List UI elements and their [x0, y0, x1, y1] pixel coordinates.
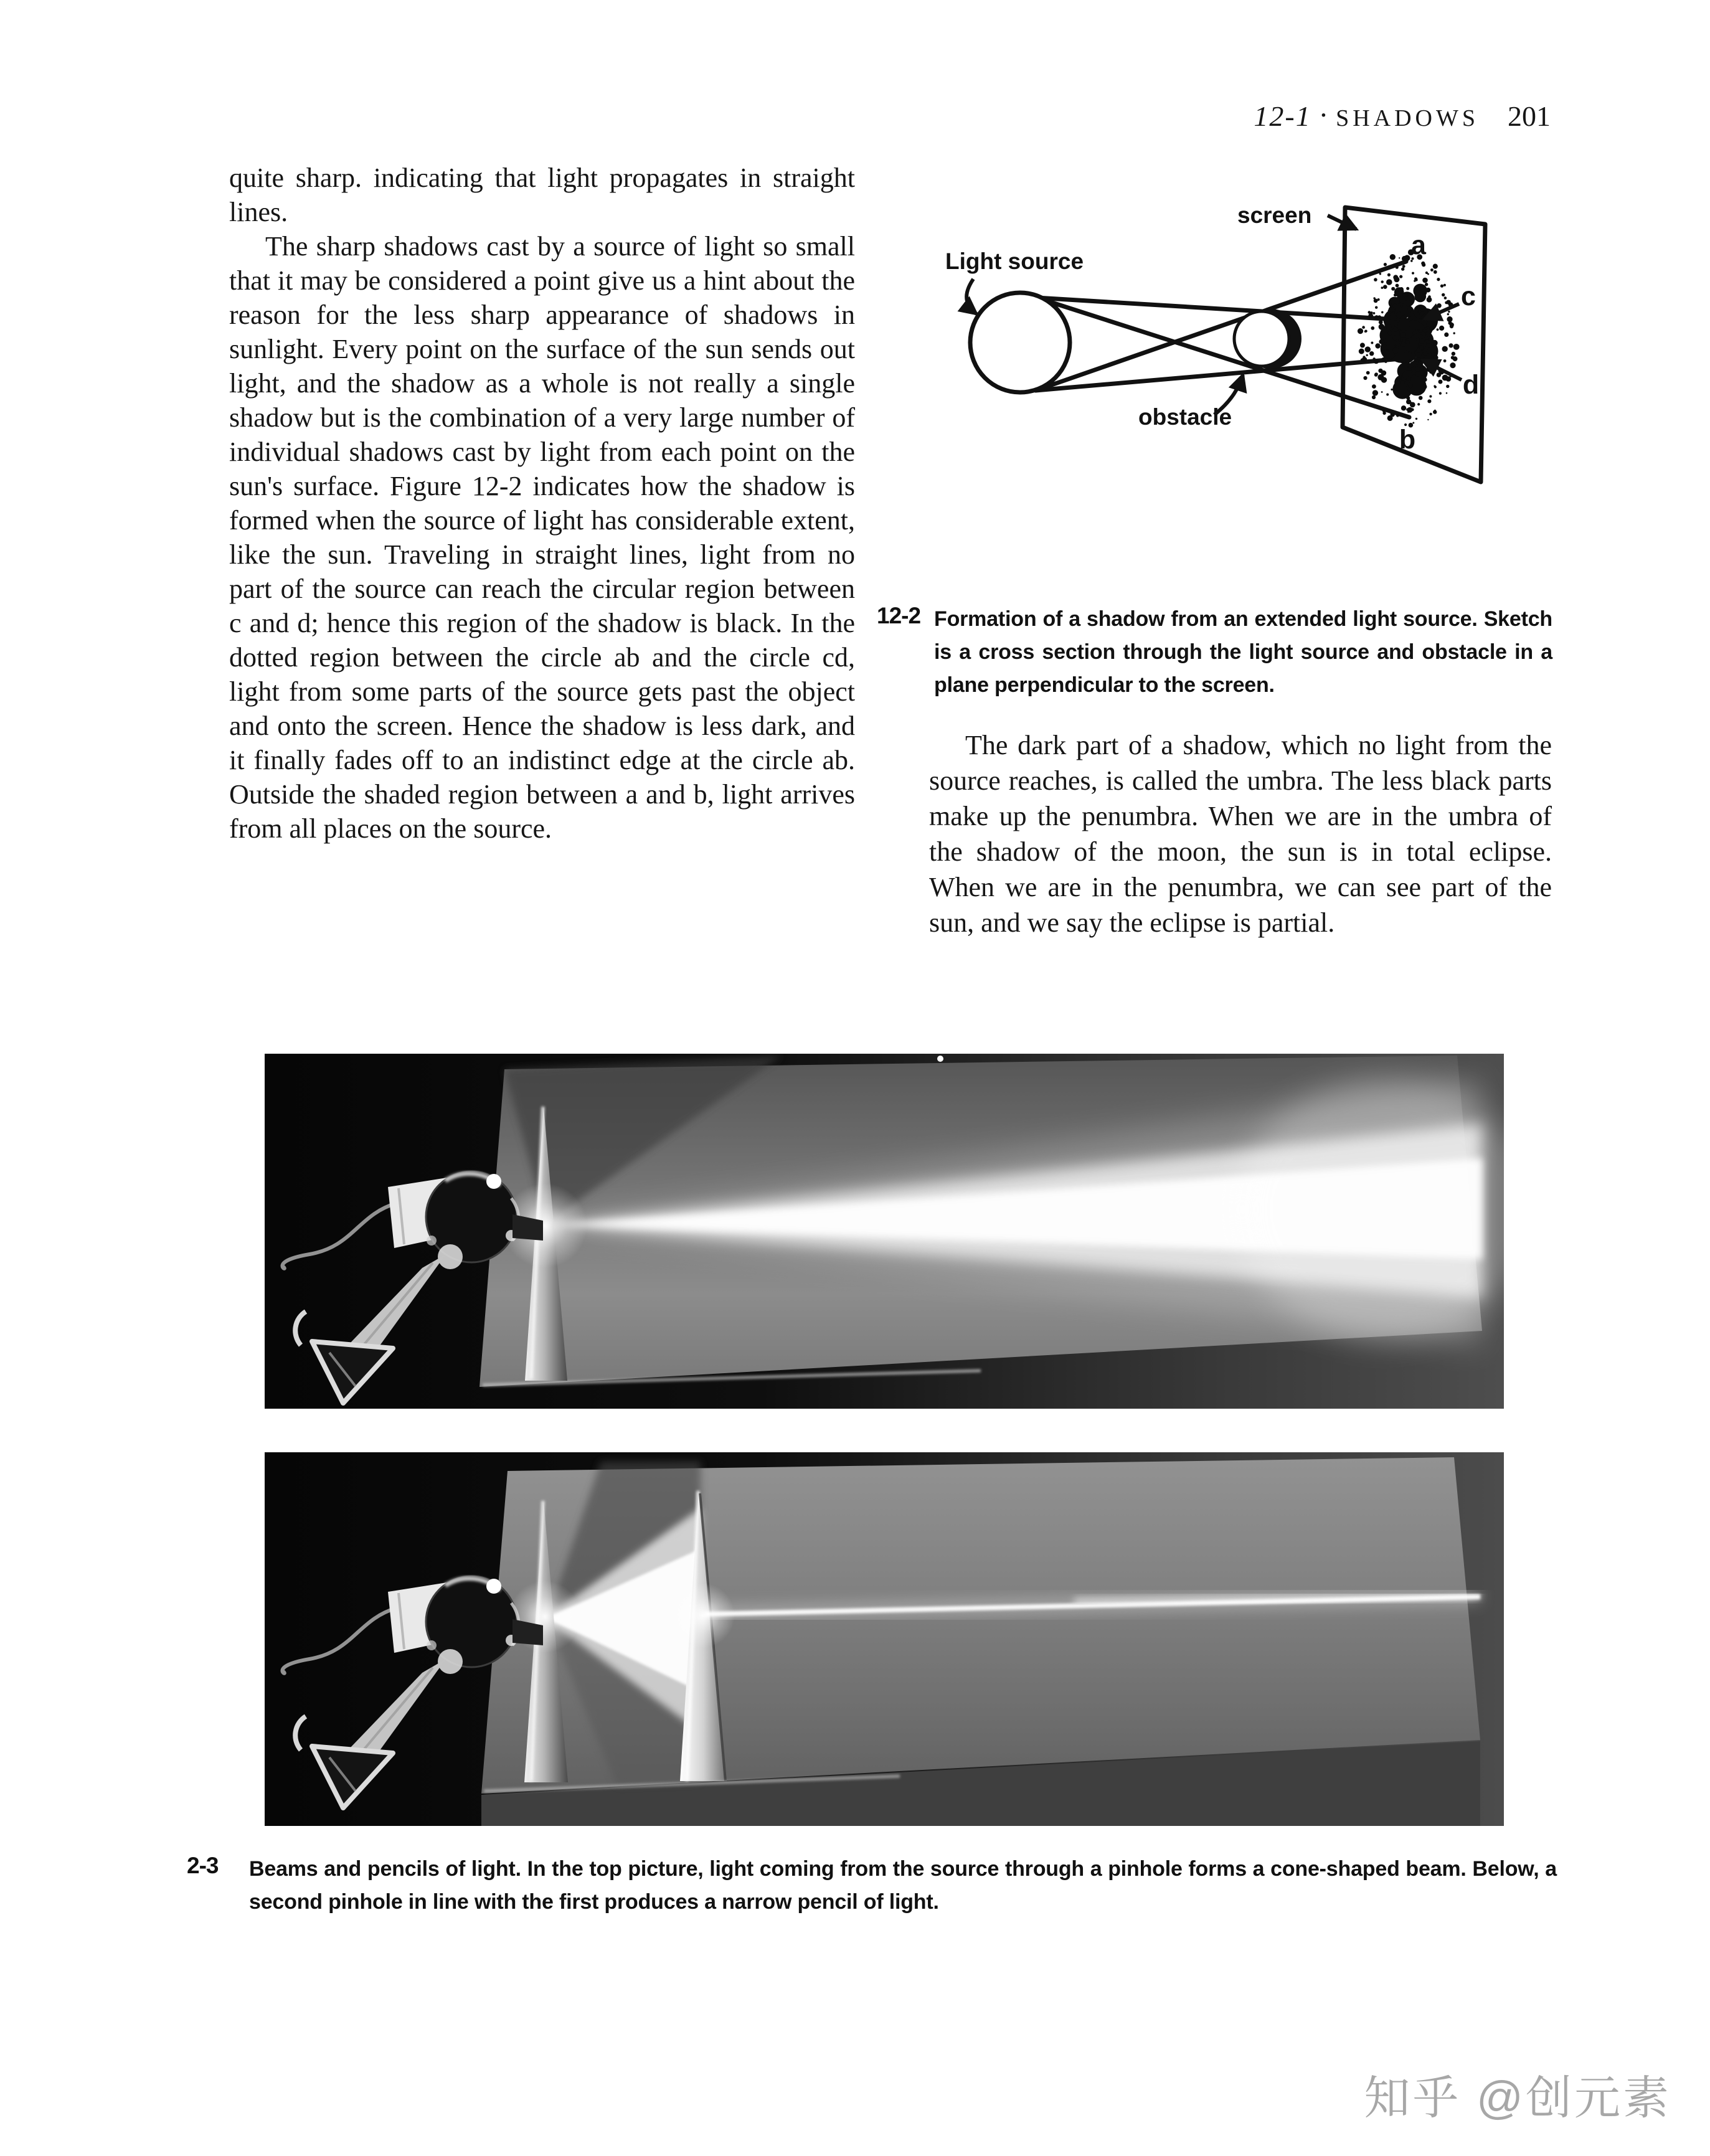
page-number: 201	[1508, 100, 1551, 132]
light-source-arrow	[966, 279, 976, 314]
label-screen: screen	[1237, 202, 1312, 228]
photo-pencil-beam	[265, 1452, 1504, 1826]
caption-number: 2-3	[187, 1853, 219, 1878]
section-separator: ·	[1320, 104, 1328, 127]
label-point-d: d	[1462, 370, 1480, 400]
caption-text: Formation of a shadow from an extended light source. Sketch is a cross section through the light source and obstacle in a plane perpendicular to the screen.	[934, 607, 1552, 697]
dust-speck	[937, 1056, 943, 1062]
lamp-bulb	[426, 1171, 517, 1262]
lamp-bulb	[426, 1576, 517, 1667]
light-source-circle	[970, 293, 1070, 392]
obstacle-disk	[1234, 309, 1301, 369]
photo-cone-beam	[265, 1054, 1504, 1409]
left-column	[229, 161, 855, 846]
section-number: 12-1	[1254, 100, 1311, 132]
paragraph-umbra-penumbra: The dark part of a shadow, which no light from the source reaches, is called the umbra. The less black parts make up the penumbra. When we are in the umbra of the shadow of the moon, the sun is in total eclipse. When we are in the penumbra, we can see part of the sun, and we say the eclipse is partial.	[929, 730, 1552, 938]
label-obstacle: obstacle	[1138, 404, 1232, 430]
watermark: 知乎 @创元素	[1364, 2072, 1671, 2124]
caption-number: 12-2	[877, 603, 921, 628]
page-header	[1233, 100, 1551, 133]
label-light-source: Light source	[945, 248, 1084, 274]
section-title: SHADOWS	[1336, 105, 1479, 131]
label-point-b: b	[1399, 425, 1416, 455]
label-point-c: c	[1461, 281, 1476, 311]
right-column	[929, 727, 1552, 940]
figure-2-3-caption	[187, 1853, 1557, 1919]
caption-text: Beams and pencils of light. In the top picture, light coming from the source through a pinhole forms a cone-shaped beam. Below, a second pinhole in line with the first produces a narrow pencil of light.	[249, 1857, 1557, 1914]
shadow-formation-diagram	[890, 181, 1557, 567]
paragraph-continued: quite sharp. indicating that light propagates in straight lines.	[229, 163, 855, 227]
paragraph-sharp-shadows: The sharp shadows cast by a source of light so small that it may be considered a point give us a hint about the reason for the less sharp appearance of shadows in sunlight. Every point on the surface of the sun sends out light, and the shadow as a whole is not really a single shadow but is the combination of a very large number of individual shadows cast by light from each point on the sun's surface. Figure 12-2 indicates how the shadow is formed when the source of light has considerable extent, like the sun. Traveling in straight lines, light from no part of the source can reach the circular region between c and d; hence this region of the shadow is black. In the dotted region between the circle ab and the circle cd, light from some parts of the source gets past the object and onto the screen. Hence the shadow is less dark, and it finally fades off to an indistinct edge at the circle ab. Outside the shaded region between a and b, light arrives from all places on the source.	[229, 231, 855, 844]
figure-12-2-caption	[877, 603, 1552, 702]
label-point-a: a	[1411, 230, 1426, 260]
